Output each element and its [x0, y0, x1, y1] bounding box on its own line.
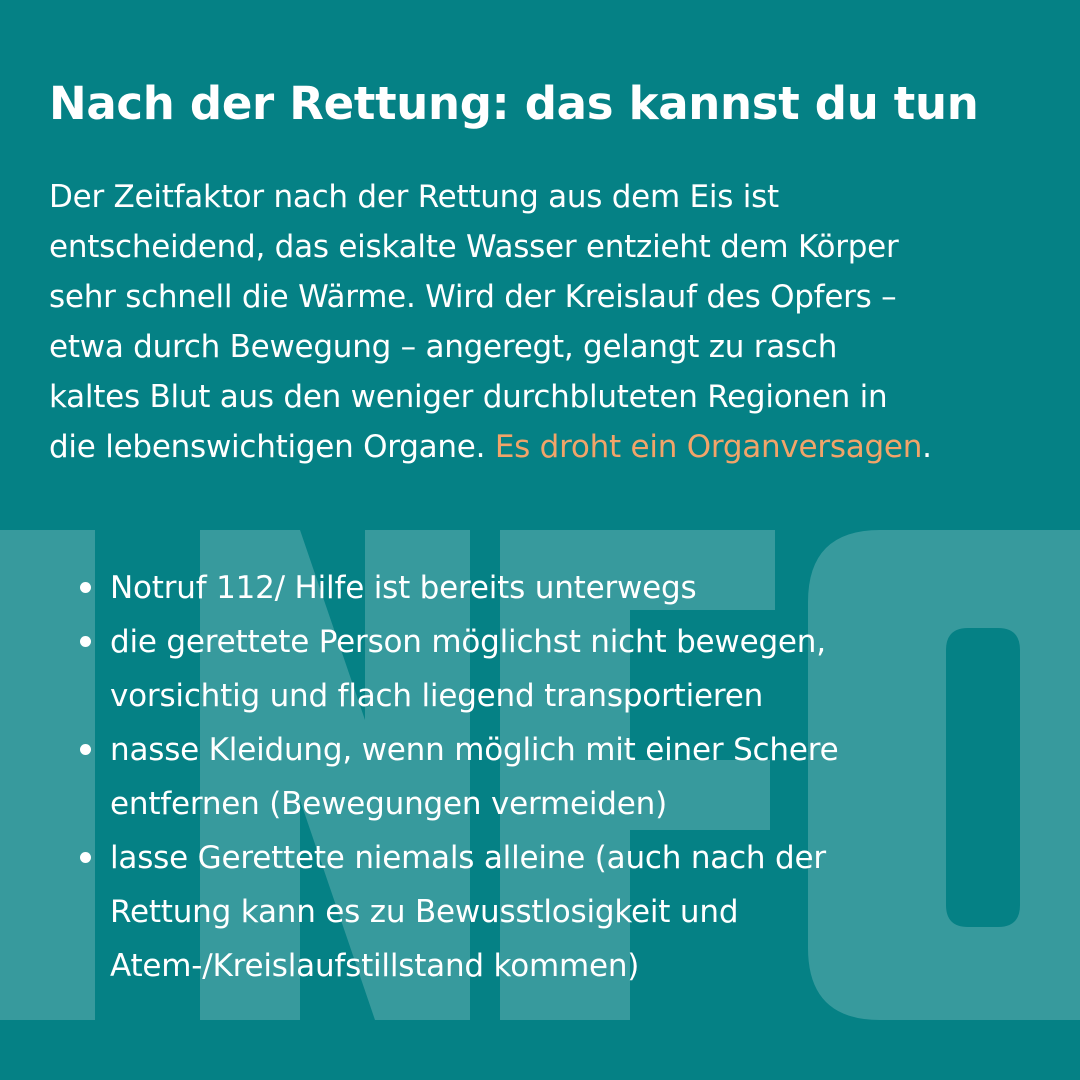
list-item-line: vorsichtig und flach liegend transportieren — [110, 678, 764, 714]
page-title: Nach der Rettung: das kannst du tun — [49, 77, 979, 130]
list-item-line: nasse Kleidung, wenn möglich mit einer Schere — [110, 732, 839, 768]
list-item — [76, 723, 1006, 831]
intro-last-line — [49, 422, 1059, 472]
bullet-dot-icon — [80, 636, 91, 647]
intro-line: kaltes Blut aus den weniger durchbluteten Regionen in — [49, 379, 888, 415]
list-item-line: Notruf 112/ Hilfe ist bereits unterwegs — [110, 570, 697, 606]
list-item — [76, 831, 1006, 993]
list-item-line: Atem-/Kreislaufstillstand kommen) — [110, 948, 640, 984]
list-item — [76, 561, 1006, 615]
list-item-line: entfernen (Bewegungen vermeiden) — [110, 786, 667, 822]
intro-line: sehr schnell die Wärme. Wird der Kreislauf des Opfers – — [49, 279, 897, 315]
bullet-dot-icon — [80, 852, 91, 863]
organ-failure-warning: Es droht ein Organversagen — [494, 429, 923, 465]
intro-line: etwa durch Bewegung – angeregt, gelangt zu rasch — [49, 329, 838, 365]
intro-period: . — [922, 429, 932, 465]
list-item — [76, 615, 1006, 723]
intro-paragraph — [49, 172, 1059, 472]
bullet-dot-icon — [80, 744, 91, 755]
list-item-line: Rettung kann es zu Bewusstlosigkeit und — [110, 894, 739, 930]
intro-last-line-text: die lebenswichtigen Organe. — [49, 429, 495, 465]
list-item-line: die gerettete Person möglichst nicht bewegen, — [110, 624, 826, 660]
intro-line: Der Zeitfaktor nach der Rettung aus dem Eis ist — [49, 179, 779, 215]
bullet-dot-icon — [80, 582, 91, 593]
intro-line: entscheidend, das eiskalte Wasser entzieht dem Körper — [49, 229, 899, 265]
advice-list — [76, 561, 1006, 993]
list-item-line: lasse Gerettete niemals alleine (auch nach der — [110, 840, 826, 876]
